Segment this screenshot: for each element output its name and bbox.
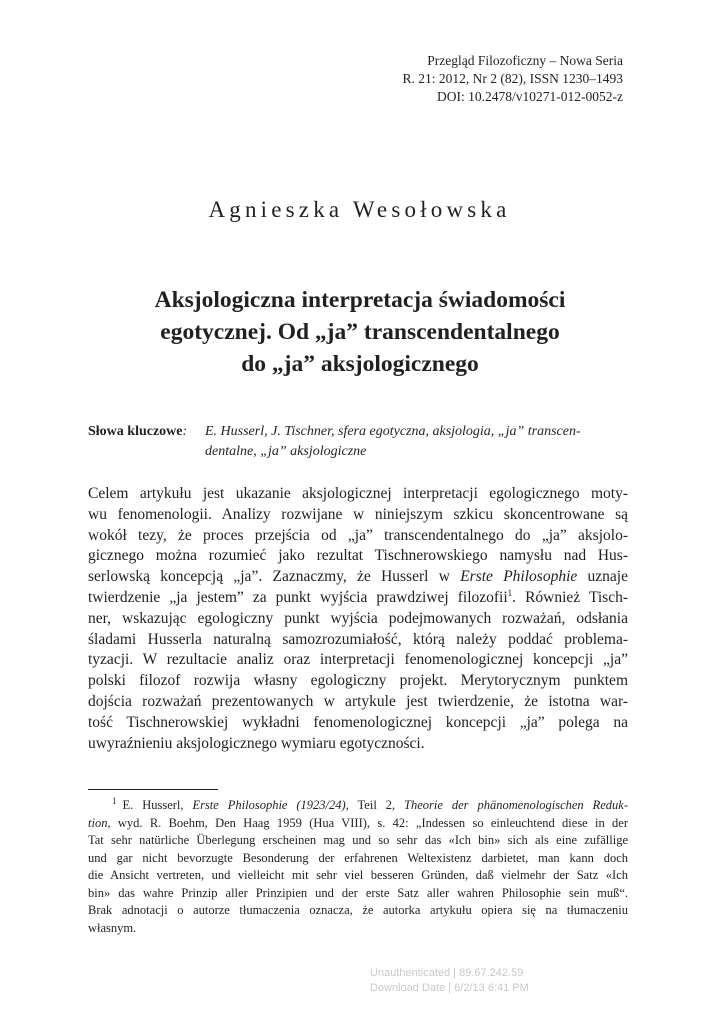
footnote-line: Tat sehr natürliche Überlegung erscheinen mag und so sehr das «Ich bin» sich als eine zufällige: [88, 833, 628, 847]
title-line: do „ja” aksjologicznego: [241, 351, 479, 377]
abstract-line: [88, 567, 628, 588]
footnote-text: , Teil 2,: [345, 798, 405, 812]
journal-doi: DOI: 10.2478/v10271-012-0052-z: [437, 89, 623, 104]
abstract-text: . Również Tisch-: [512, 588, 629, 606]
book-title: Erste Philosophie: [460, 568, 578, 586]
keywords-list: [205, 422, 635, 462]
keywords-line: E. Husserl, J. Tischner, sfera egotyczna, aksjologia, „ja” transcen-: [205, 424, 581, 439]
footnote-line: die Ansicht vertreten, und vielleicht mit sehr viel besseren Gründen, daß vielmehr der Satz «Ich: [88, 868, 628, 882]
book-title: Theorie der phänomenologischen Reduk-: [404, 798, 628, 812]
footnote-line: [88, 815, 628, 833]
journal-issue: R. 21: 2012, Nr 2 (82), ISSN 1230–1493: [402, 71, 623, 86]
keywords-label-text: Słowa kluczowe: [88, 424, 183, 439]
abstract: [88, 484, 628, 754]
footnote-number: 1: [112, 795, 117, 806]
footnote-line: Brak adnotacji o autorze tłumaczenia oznacza, że autorka artykułu opiera się na tłumaczeniu: [88, 903, 628, 917]
journal-header: [402, 52, 623, 106]
abstract-text: serlowską koncepcją „ja”. Zaznaczmy, że Husserl w: [88, 568, 461, 586]
abstract-line: dojścia rozważań prezentowanych w artykule jest twierdzenie, że istotna war-: [88, 692, 628, 710]
abstract-line: polski filozof rozwija własny egologiczny projekt. Merytorycznym punktem: [88, 672, 628, 690]
abstract-line: Celem artykułu jest ukazanie aksjologicznej interpretacji egologicznego moty-: [88, 485, 628, 502]
footnote-line: własnym.: [88, 920, 137, 935]
title-line: Aksjologiczna interpretacja świadomości: [154, 287, 566, 313]
journal-name: Przegląd Filozoficzny – Nowa Seria: [427, 53, 623, 68]
watermark-line: Unauthenticated | 89.67.242.59: [370, 967, 524, 979]
abstract-line: ner, wskazując egologiczny punkt wyjścia podejmowanych rozważań, odsłania: [88, 609, 628, 627]
download-watermark: [370, 966, 529, 996]
abstract-line: wokół tezy, że proces przejścia od „ja” transcendentalnego do „ja” aksjolo-: [88, 526, 628, 544]
abstract-line: tyzacji. W rezultacie analiz oraz interpretacji fenomenologicznej koncepcji „ja”: [88, 651, 628, 669]
abstract-text: twierdzenie „ja jestem” za punkt wyjścia prawdziwej filozofii: [88, 588, 508, 606]
author-name: Agnieszka Wesołowska: [208, 197, 511, 222]
watermark-line: Download Date | 6/2/13 6:41 PM: [370, 982, 529, 994]
footnote-divider: [88, 789, 218, 790]
keywords-line: dentalne, „ja” aksjologiczne: [205, 444, 367, 459]
abstract-line: uwyraźnieniu aksjologicznego wymiaru egotyczności.: [88, 734, 425, 752]
abstract-text: uznaje: [577, 568, 628, 586]
abstract-line: gicznego można rozumieć jako rezultat Tischnerowskiego namysłu nad Hus-: [88, 547, 628, 565]
article-title: [80, 284, 640, 380]
footnote-line: [88, 797, 628, 815]
footnote-line: bin» das wahre Prinzip aller Prinzipien und der erste Satz aller wahren Philosophie sein muß“.: [88, 885, 628, 900]
title-line: egotycznej. Od „ja” transcendentalnego: [160, 319, 560, 345]
footnote-ref: 1: [507, 587, 513, 598]
book-title: tion: [88, 815, 108, 830]
footnote-line: und gar nicht bevorzugte Besonderung der erfahrenen Weltexistenz darbietet, man kann doch: [88, 850, 628, 865]
footnote-text: , wyd. R. Boehm, Den Haag 1959 (Hua VIII), s. 42: „Indessen so einleuchtend diese in der: [107, 815, 628, 830]
keywords-colon: :: [182, 424, 188, 439]
book-title: Erste Philosophie (1923/24): [192, 798, 346, 812]
keywords-label: [88, 422, 187, 442]
abstract-line: śladami Husserla naturalną samozrozumiałość, którą należy poddać problema-: [88, 630, 628, 648]
footnote: [88, 797, 628, 937]
abstract-line: wu fenomenologii. Analizy rozwijane w niniejszym szkicu skoncentrowane są: [88, 505, 628, 523]
abstract-line: [88, 588, 628, 609]
footnote-text: E. Husserl,: [122, 798, 193, 812]
abstract-line: tość Tischnerowskiej wykładni fenomenologicznej koncepcji „ja” polega na: [88, 713, 628, 731]
